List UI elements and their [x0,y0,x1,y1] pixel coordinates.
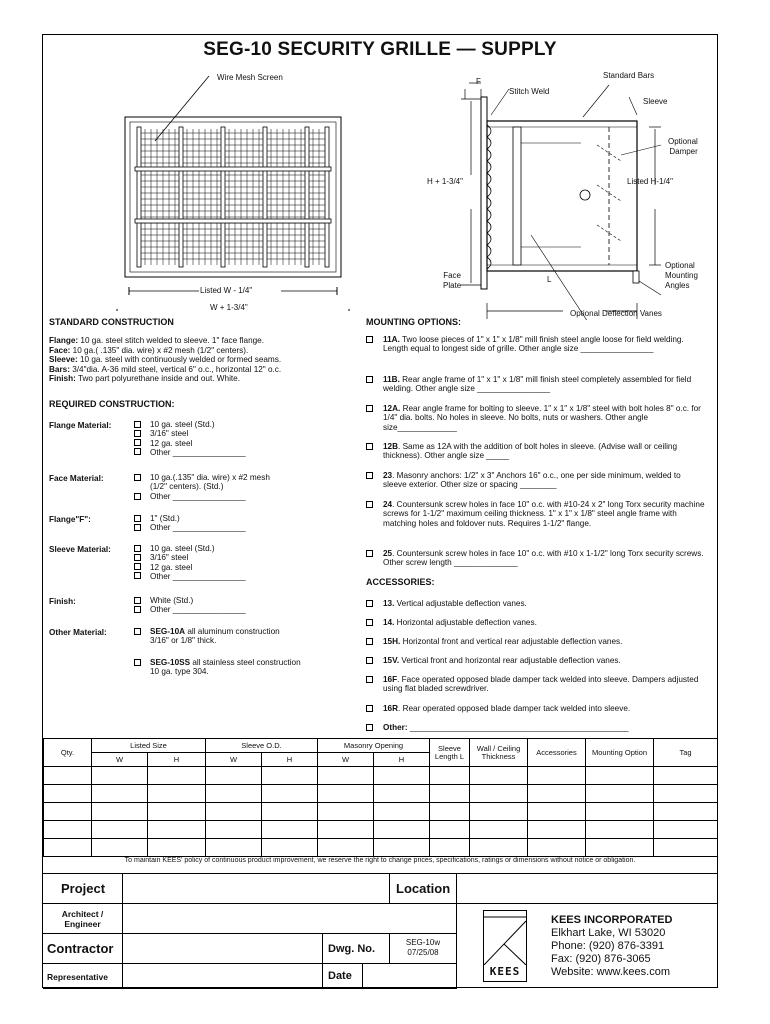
acc-15h-checkbox[interactable] [366,638,373,645]
seg10a-checkbox[interactable] [134,628,141,635]
face-plate-label: Face Plate [443,271,462,290]
contractor-field[interactable] [123,934,323,964]
acc-15v-text: 15V. Vertical front and horizontal rear adjustable deflection vanes. [383,656,621,665]
opt-11b-text: 11B. Rear angle frame of 1" x 1" x 1/8" mill finish steel completely assembled for field welding. Other angle size ________________ [383,375,692,394]
flange-12ga-checkbox[interactable] [134,439,141,446]
masonry-opening-header: Masonry Opening [318,739,430,753]
flange-other-checkbox[interactable] [134,448,141,455]
f-label: F [476,77,481,86]
representative-label: Representative [47,972,108,982]
table-row[interactable] [44,821,718,839]
seg10ss-checkbox[interactable] [134,659,141,666]
sleeve-options: 10 ga. steel (Std.) 3/16" steel 12 ga. steel Other ________________ [150,544,246,582]
finish-white-checkbox[interactable] [134,597,141,604]
company-address: Elkhart Lake, WI 53020 [551,927,666,939]
company-phone: Phone: (920) 876-3391 [551,940,665,952]
accessories-heading: ACCESSORIES: [366,577,435,587]
listed-w-header: W [92,753,148,767]
mounting-option-header: Mounting Option [586,739,654,767]
sleeve-w-header: W [206,753,262,767]
flange-f-other-checkbox[interactable] [134,524,141,531]
acc-16f-checkbox[interactable] [366,676,373,683]
sleeve-other-checkbox[interactable] [134,572,141,579]
opt-24-text: 24. Countersunk screw holes in face 10" o.c. with #10-24 x 2" long Torx security machine screws for 1-1/2" maximum ceiling thickness. 1" x 1" x 1/8" steel angle frame with matching holes and foldover nuts. Requires 1-1/2" flange. [383,500,705,528]
sleeve-length-header: Sleeve Length L [430,739,470,767]
opt-12b-checkbox[interactable] [366,443,373,450]
acc-other-text: Other: ________________________________________________ [383,723,629,732]
opt-23-text: 23. Masonry anchors: 1/2" x 3" Anchors 16" o.c., one per side minimum, welded to sleeve exterior. Other size or spacing ________ [383,471,681,490]
table-row[interactable] [44,839,718,857]
opt-12a-checkbox[interactable] [366,405,373,412]
standard-bars-label: Standard Bars [603,71,655,80]
wire-mesh-label: Wire Mesh Screen [217,73,283,82]
date-label: Date [328,970,352,982]
front-view-diagram [113,71,373,311]
tag-header: Tag [654,739,718,767]
location-label: Location [396,881,451,896]
opt-11a-checkbox[interactable] [366,336,373,343]
optional-damper-label: Optional Damper [668,137,698,156]
opt-23-checkbox[interactable] [366,472,373,479]
dwg-no-label: Dwg. No. [328,943,376,955]
qty-header: Qty. [44,739,92,767]
company-website[interactable]: Website: www.kees.com [551,966,671,978]
listed-w-label: Listed W - 1/4" [200,286,253,295]
w-total-label: W + 1-3/4" [210,303,248,312]
seg10ss-option: SEG-10SS all stainless steel construction 10 ga. type 304. [150,658,301,677]
h-total-label: H + 1-3/4" [427,177,463,186]
optional-deflection-vanes-label: Optional Deflection Vanes [570,309,662,318]
opt-24-checkbox[interactable] [366,501,373,508]
spec-sheet [42,34,718,988]
table-row[interactable] [44,785,718,803]
architect-field[interactable] [123,904,457,934]
sleeve-316-checkbox[interactable] [134,554,141,561]
standard-construction-text: Flange: 10 ga. steel stitch welded to sleeve. 1" face flange. Face: 10 ga.( .135" dia. wire) x #2 mesh (1/2" centers). Sleeve: 10 ga. steel with continuously welded or formed seams. Bars: 3/4"dia. A-36 mild steel, vertical 6" o.c., horizontal 12" o.c. Finish: Two part polyurethane inside and out. White. [49,336,282,384]
page-title: SEG-10 SECURITY GRILLE — SUPPLY [203,39,557,60]
opt-12b-text: 12B. Same as 12A with the addition of bolt holes in sleeve. (Advise wall or ceiling thickness). Other angle size _____ [383,442,678,461]
acc-16r-text: 16R. Rear operated opposed blade damper tack welded into sleeve. [383,704,631,713]
listed-size-header: Listed Size [92,739,206,753]
opt-11a-text: 11A. Two loose pieces of 1" x 1" x 1/8" mill finish steel angle loose for field welding. Length equal to longest side of grille. Other angle size ________________ [383,335,684,354]
footer-block [43,873,717,989]
sleeve-label: Sleeve [643,97,668,106]
standard-construction-heading: STANDARD CONSTRUCTION [49,317,174,327]
policy-note: To maintain KEES' policy of continuous product improvement, we reserve the right to change prices, specifications, ratings or dimensions without notice or obligation. [124,857,636,864]
acc-13-text: 13. Vertical adjustable deflection vanes. [383,599,527,608]
wall-ceiling-header: Wall / Ceiling Thickness [470,739,528,767]
acc-15v-checkbox[interactable] [366,657,373,664]
flange-options: 10 ga. steel (Std.) 3/16" steel 12 ga. steel Other ________________ [150,420,246,458]
sleeve-10ga-checkbox[interactable] [134,545,141,552]
kees-logo [483,910,527,982]
flange-f-std-checkbox[interactable] [134,515,141,522]
location-field[interactable] [457,874,717,904]
acc-13-checkbox[interactable] [366,600,373,607]
stitch-weld-label: Stitch Weld [509,87,550,96]
architect-label: Architect / Engineer [61,909,104,929]
listed-h-header: H [148,753,206,767]
opt-25-text: 25. Countersunk screw holes in face 10" o.c. with #10 x 1-1/2" long Torx security screws. Other screw length ______________ [383,549,704,568]
finish-options: White (Std.) Other ________________ [150,596,246,615]
acc-15h-text: 15H. Horizontal front and vertical rear adjustable deflection vanes. [383,637,623,646]
flange-material-label: Flange Material: [49,421,112,430]
finish-label: Finish: [49,597,76,606]
flange-f-options: 1" (Std.) Other ________________ [150,514,246,533]
contractor-label: Contractor [47,941,114,956]
face-other-checkbox[interactable] [134,493,141,500]
required-construction-heading: REQUIRED CONSTRUCTION: [49,399,175,409]
acc-14-checkbox[interactable] [366,619,373,626]
opt-11b-checkbox[interactable] [366,376,373,383]
finish-other-checkbox[interactable] [134,606,141,613]
dwg-number: SEG-10w 07/25/08 [405,938,441,957]
flange-f-label: Flange"F": [49,515,91,524]
face-options: 10 ga.(.135" dia. wire) x #2 mesh (1/2" centers). (Std.) Other ________________ [150,473,270,501]
table-row[interactable] [44,803,718,821]
acc-other-checkbox[interactable] [366,724,373,731]
listed-h-label: Listed H-1/4" [627,177,673,186]
optional-mounting-angles-label: Optional Mounting Angles [665,261,698,290]
masonry-h-header: H [374,753,430,767]
acc-16f-text: 16F. Face operated opposed blade damper tack welded into sleeve. Dampers adjusted using flat bladed screwdriver. [383,675,699,694]
sleeve-h-header: H [262,753,318,767]
representative-field[interactable] [123,964,323,989]
acc-14-text: 14. Horizontal adjustable deflection vanes. [383,618,537,627]
opt-12a-text: 12A. Rear angle frame for bolting to sleeve. 1" x 1" x 1/8" steel with bolt holes 8" o.c. for 1/4" dia. bolts. No holes in sleeve. No bolts, nuts or washers. Other angle size_____________ [383,404,701,432]
company-info [551,914,672,979]
sleeve-12ga-checkbox[interactable] [134,563,141,570]
face-material-label: Face Material: [49,474,104,483]
logo-wordmark: KEES [489,965,521,978]
sleeve-od-header: Sleeve O.D. [206,739,318,753]
seg10a-option: SEG-10A all aluminum construction 3/16" or 1/8" thick. [150,627,280,646]
order-table [43,738,718,857]
acc-16r-checkbox[interactable] [366,705,373,712]
flange-316-checkbox[interactable] [134,430,141,437]
mounting-options-heading: MOUNTING OPTIONS: [366,317,461,327]
opt-25-checkbox[interactable] [366,550,373,557]
table-row[interactable] [44,767,718,785]
project-field[interactable] [123,874,390,904]
other-material-label: Other Material: [49,628,107,637]
company-fax: Fax: (920) 876-3065 [551,953,651,965]
sleeve-material-label: Sleeve Material: [49,545,111,554]
face-std-checkbox[interactable] [134,474,141,481]
flange-10ga-checkbox[interactable] [134,421,141,428]
date-field[interactable] [363,964,457,989]
company-name: KEES INCORPORATED [551,914,673,926]
accessories-header: Accessories [528,739,586,767]
project-label: Project [61,881,106,896]
l-label: L [547,275,552,284]
masonry-w-header: W [318,753,374,767]
